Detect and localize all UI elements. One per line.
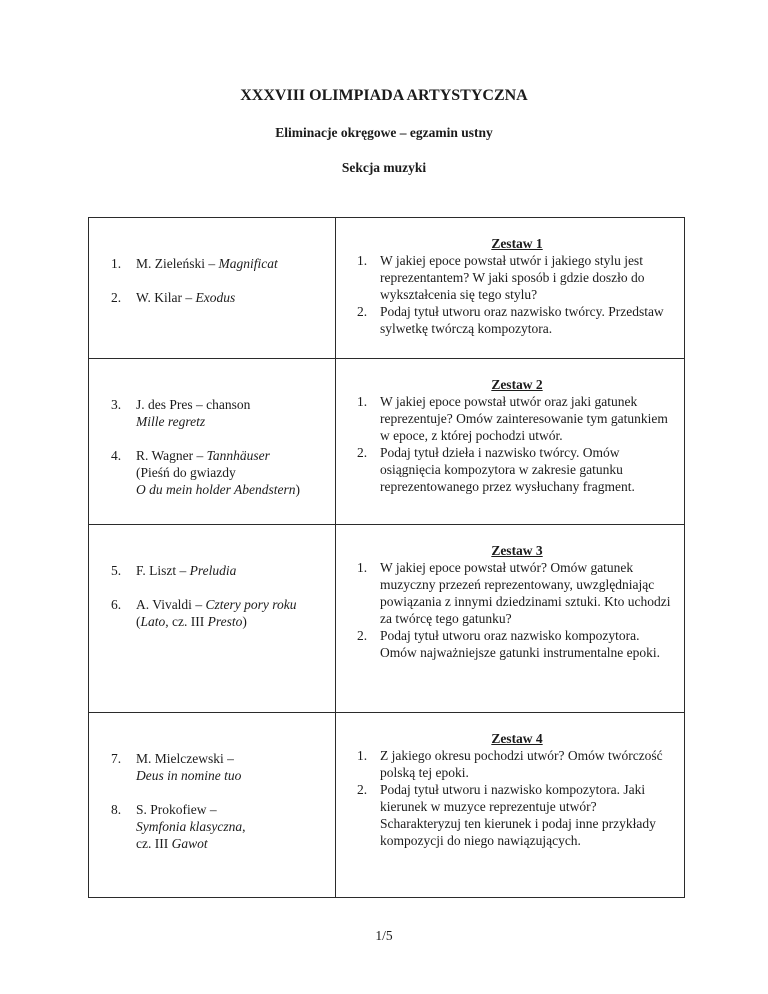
set-title: Zestaw 3 <box>491 543 543 558</box>
page-number: 1/5 <box>375 928 393 943</box>
question-number: 2. <box>357 782 368 797</box>
work-text: F. Liszt – Preludia <box>136 563 237 578</box>
work-number: 3. <box>111 397 122 412</box>
work-number: 4. <box>111 448 122 463</box>
question-item <box>357 781 677 849</box>
question-number: 2. <box>357 445 368 460</box>
question-text: W jakiej epoce powstał utwór oraz jaki gatunek reprezentuje? Omów zainteresowanie tym gatunkiem w epoce, z której pochodzi utwór. <box>380 394 668 443</box>
work-item <box>111 562 329 579</box>
question-text: Podaj tytuł utworu oraz nazwisko kompozytora. Omów najważniejsze gatunki instrumentalne epoki. <box>380 628 661 660</box>
work-item <box>111 396 329 430</box>
work-text: A. Vivaldi – Cztery pory roku (Lato, cz. III Presto) <box>136 597 297 629</box>
set-title: Zestaw 2 <box>491 377 543 392</box>
question-number: 1. <box>357 560 368 575</box>
page-title: XXXVIII OLIMPIADA ARTYSTYCZNA <box>240 87 528 104</box>
table-row <box>89 359 685 525</box>
work-item <box>111 447 329 498</box>
question-text: Podaj tytuł utworu i nazwisko kompozytora. Jaki kierunek w muzyce reprezentuje utwór? Scharakteryzuj ten kierunek i podaj inne przykłady kompozycji do niego nawiązujących. <box>380 782 656 848</box>
page-subtitle: Eliminacje okręgowe – egzamin ustny <box>275 125 493 140</box>
section-title: Sekcja muzyki <box>341 160 427 175</box>
work-number: 6. <box>111 597 122 612</box>
work-text: M. Mielczewski – Deus in nomine tuo <box>136 751 242 783</box>
question-number: 2. <box>357 304 368 319</box>
question-item <box>357 393 677 444</box>
question-number: 1. <box>357 748 368 763</box>
questions-cell <box>336 359 685 525</box>
question-item <box>357 627 677 661</box>
question-text: Z jakiego okresu pochodzi utwór? Omów twórczość polską tej epoki. <box>380 748 663 780</box>
work-number: 5. <box>111 563 122 578</box>
work-item <box>111 596 329 630</box>
set-title: Zestaw 1 <box>491 236 543 251</box>
work-number: 2. <box>111 290 122 305</box>
question-text: Podaj tytuł dzieła i nazwisko twórcy. Omów osiągnięcia kompozytora w zakresie gatunku reprezentowanego przez wysłuchany fragment. <box>380 445 635 494</box>
question-text: W jakiej epoce powstał utwór i jakiego stylu jest reprezentantem? W jaki sposób i gdzie doszło do wykształcenia się tego stylu? <box>380 253 645 302</box>
questions-cell <box>336 713 685 898</box>
work-number: 7. <box>111 751 122 766</box>
questions-cell <box>336 218 685 359</box>
set-title: Zestaw 4 <box>491 731 543 746</box>
question-number: 2. <box>357 628 368 643</box>
question-item <box>357 252 677 303</box>
question-item <box>357 303 677 337</box>
work-item <box>111 801 329 852</box>
question-item <box>357 559 677 627</box>
table-row <box>89 525 685 713</box>
question-number: 1. <box>357 253 368 268</box>
works-cell <box>89 218 336 359</box>
document-header <box>0 86 768 176</box>
works-cell <box>89 713 336 898</box>
work-text: M. Zieleński – Magnificat <box>136 256 278 271</box>
question-number: 1. <box>357 394 368 409</box>
question-text: Podaj tytuł utworu oraz nazwisko twórcy. Przedstaw sylwetkę twórczą kompozytora. <box>380 304 664 336</box>
questions-cell <box>336 525 685 713</box>
work-text: S. Prokofiew – Symfonia klasyczna, cz. III Gawot <box>136 802 246 851</box>
works-cell <box>89 525 336 713</box>
work-text: R. Wagner – Tannhäuser (Pieśń do gwiazdy O du mein holder Abendstern) <box>136 448 300 497</box>
work-item <box>111 289 329 306</box>
question-item <box>357 747 677 781</box>
table-row <box>89 218 685 359</box>
work-text: J. des Pres – chanson Mille regretz <box>136 397 251 429</box>
table-row <box>89 713 685 898</box>
work-item <box>111 750 329 784</box>
work-number: 8. <box>111 802 122 817</box>
works-cell <box>89 359 336 525</box>
exam-table <box>88 217 685 898</box>
work-text: W. Kilar – Exodus <box>136 290 236 305</box>
question-text: W jakiej epoce powstał utwór? Omów gatunek muzyczny przezeń reprezentowany, uwzględniając powiązania z innymi dziedzinami sztuki. Kto uchodzi za twórcę tego gatunku? <box>380 560 671 626</box>
work-number: 1. <box>111 256 122 271</box>
question-item <box>357 444 677 495</box>
work-item <box>111 255 329 272</box>
